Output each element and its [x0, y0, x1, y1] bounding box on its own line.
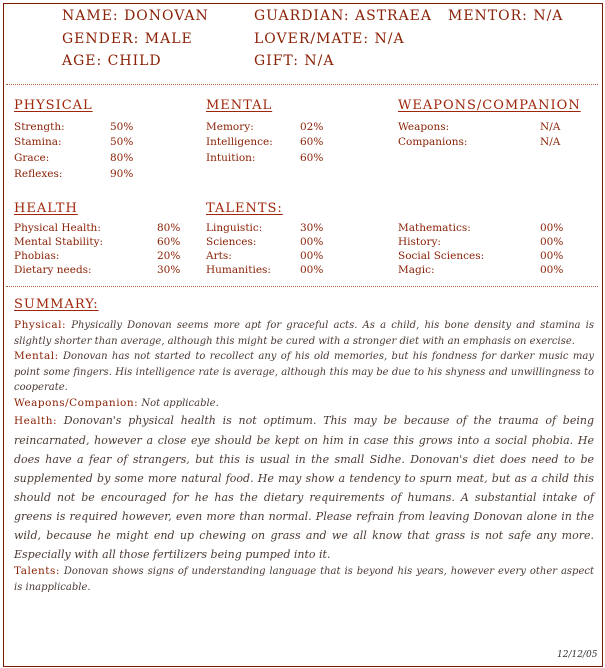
stat-value: 00% — [540, 264, 564, 276]
gift-field: GIFT: N/A — [254, 53, 335, 69]
stat-value: 90% — [110, 168, 134, 180]
summary-weapons — [14, 396, 594, 412]
stat-value: N/A — [540, 121, 561, 133]
stat-value: 20% — [157, 250, 181, 262]
stat-value: 00% — [540, 222, 564, 234]
stat-label: Social Sciences: — [398, 250, 485, 262]
header-divider — [6, 84, 598, 85]
stat-label: Strength: — [14, 121, 65, 133]
stat-label: Reflexes: — [14, 168, 63, 180]
stat-label: Weapons: — [398, 121, 450, 133]
summary-talents — [14, 564, 594, 595]
stat-value: N/A — [540, 136, 561, 148]
stat-value: 50% — [110, 121, 134, 133]
stat-label: Humanities: — [206, 264, 271, 276]
stat-label: Companions: — [398, 136, 468, 148]
name-field: NAME: DONOVAN — [62, 8, 209, 24]
summary-divider — [6, 286, 598, 287]
weapons-heading: WEAPONS/COMPANION — [398, 98, 581, 113]
summary-weapons-label: Weapons/Companion: — [14, 396, 139, 409]
stat-value: 60% — [157, 236, 181, 248]
stat-label: Arts: — [206, 250, 232, 262]
mental-heading: MENTAL — [206, 98, 273, 113]
summary-weapons-text: Not applicable. — [141, 397, 219, 409]
stat-label: Sciences: — [206, 236, 257, 248]
summary-mental — [14, 349, 594, 396]
stat-value: 80% — [157, 222, 181, 234]
stat-label: History: — [398, 236, 441, 248]
mentor-field: MENTOR: N/A — [448, 8, 564, 24]
stat-label: Dietary needs: — [14, 264, 92, 276]
stat-label: Physical Health: — [14, 222, 101, 234]
stat-value: 00% — [540, 250, 564, 262]
summary-physical-text: Physically Donovan seems more apt for graceful acts. As a child, his bone density and stamina is slightly shorter than average, although this might be cured with a stronger diet with an emphasis on exercise. — [14, 320, 594, 347]
stat-value: 60% — [300, 136, 324, 148]
guardian-field: GUARDIAN: ASTRAEA — [254, 8, 433, 24]
stat-value: 00% — [540, 236, 564, 248]
talents-heading: TALENTS: — [206, 201, 283, 216]
stat-label: Intuition: — [206, 152, 256, 164]
summary-mental-label: Mental: — [14, 350, 59, 362]
stat-value: 30% — [300, 222, 324, 234]
stat-value: 50% — [110, 136, 134, 148]
stat-label: Phobias: — [14, 250, 60, 262]
lover-field: LOVER/MATE: N/A — [254, 31, 405, 47]
stat-label: Memory: — [206, 121, 254, 133]
summary-health-text: Donovan's physical health is not optimum. This may be because of the trauma of being reincarnated, however a close eye should be kept on him in case this grows into a social phobia. He does have a fear of strangers, but this is usual in the small Sidhe. Donovan's diet does need to be supplemented by some more natural food. He may show a tendency to spurn meat, but as a child this should not be encouraged for he has the dietary requirements of humans. A substantial intake of greens is required however, even more than normal. Please refrain from leaving Donovan alone in the wild, because he might end up chewing on grass and we all know that grass is not safe any more. Especially with all those fertilizers being pumped into it. — [14, 414, 595, 561]
stat-value: 00% — [300, 264, 324, 276]
summary-mental-text: Donovan has not started to recollect any of his old memories, but his fondness for darker music may point some fingers. His intelligence rate is average, although this may be due to his shyness and unwillingness to cooperate. — [14, 351, 594, 393]
summary-health-label: Health: — [14, 415, 58, 427]
summary-health — [14, 411, 594, 564]
stat-label: Magic: — [398, 264, 435, 276]
gender-field: GENDER: MALE — [62, 31, 193, 47]
summary-body — [14, 318, 594, 595]
stat-label: Grace: — [14, 152, 50, 164]
stat-value: 02% — [300, 121, 324, 133]
physical-heading: PHYSICAL — [14, 98, 93, 113]
stat-label: Stamina: — [14, 136, 62, 148]
age-field: AGE: CHILD — [62, 53, 162, 69]
stat-value: 00% — [300, 236, 324, 248]
summary-physical — [14, 318, 594, 349]
summary-heading: SUMMARY: — [14, 297, 99, 312]
stat-value: 60% — [300, 152, 324, 164]
date-stamp: 12/12/05 — [557, 650, 598, 660]
stat-label: Mathematics: — [398, 222, 471, 234]
summary-physical-label: Physical: — [14, 319, 67, 331]
stat-label: Mental Stability: — [14, 236, 104, 248]
summary-talents-label: Talents: — [14, 565, 60, 577]
stat-label: Intelligence: — [206, 136, 273, 148]
stat-label: Linguistic: — [206, 222, 263, 234]
stat-value: 30% — [157, 264, 181, 276]
summary-talents-text: Donovan shows signs of understanding language that is beyond his years, however every other aspect is inapplicable. — [14, 566, 594, 593]
stat-value: 00% — [300, 250, 324, 262]
stat-value: 80% — [110, 152, 134, 164]
health-heading: HEALTH — [14, 201, 78, 216]
